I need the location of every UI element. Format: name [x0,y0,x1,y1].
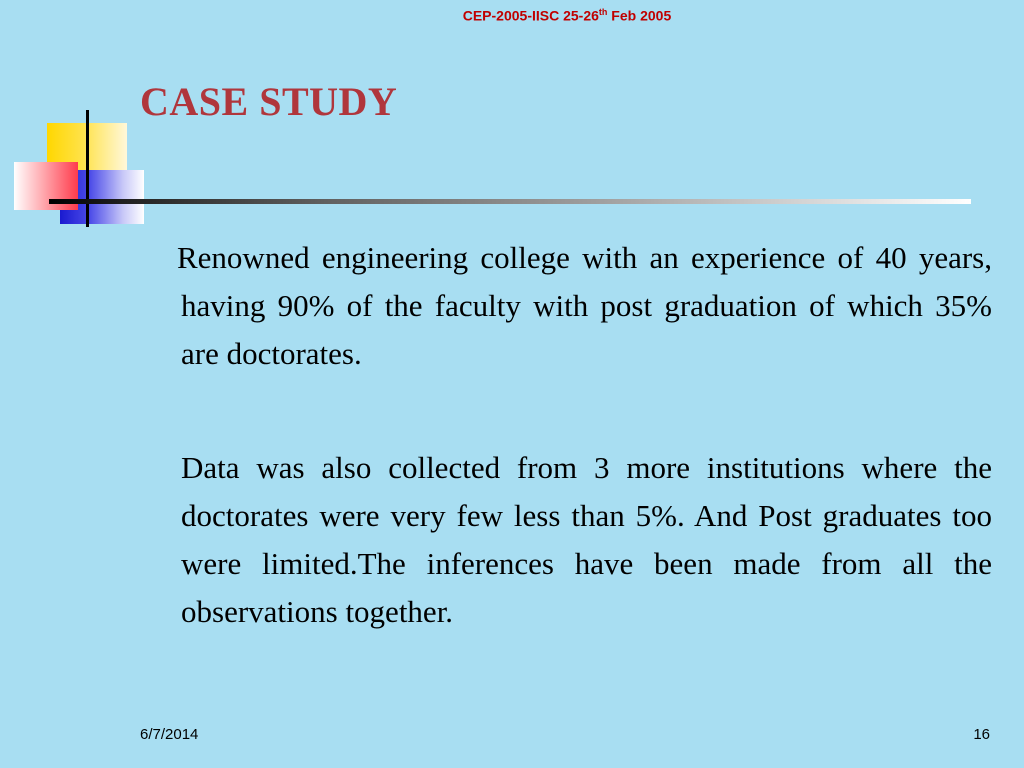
paragraph-1: Renowned engineering college with an experience of 40 years, having 90% of the faculty with post graduation of which 35% are doctorates. [177,240,992,371]
decorative-vertical-line [86,110,89,227]
title-underline [49,199,971,204]
slide-header [0,7,1024,24]
header-text: CEP-2005-IISC 25-26 [462,7,599,24]
footer-date: 6/7/2014 [140,726,199,743]
paragraph-2: Data was also collected from 3 more institutions where the doctorates were very few less than 5%. And Post graduates too were limited.The inferences have been made from all the observations together. [181,450,992,629]
header-text-end: Feb 2005 [607,7,672,24]
header-superscript: th [598,7,608,17]
slide-title: CASE STUDY [140,79,398,124]
page-number: 16 [973,726,990,743]
